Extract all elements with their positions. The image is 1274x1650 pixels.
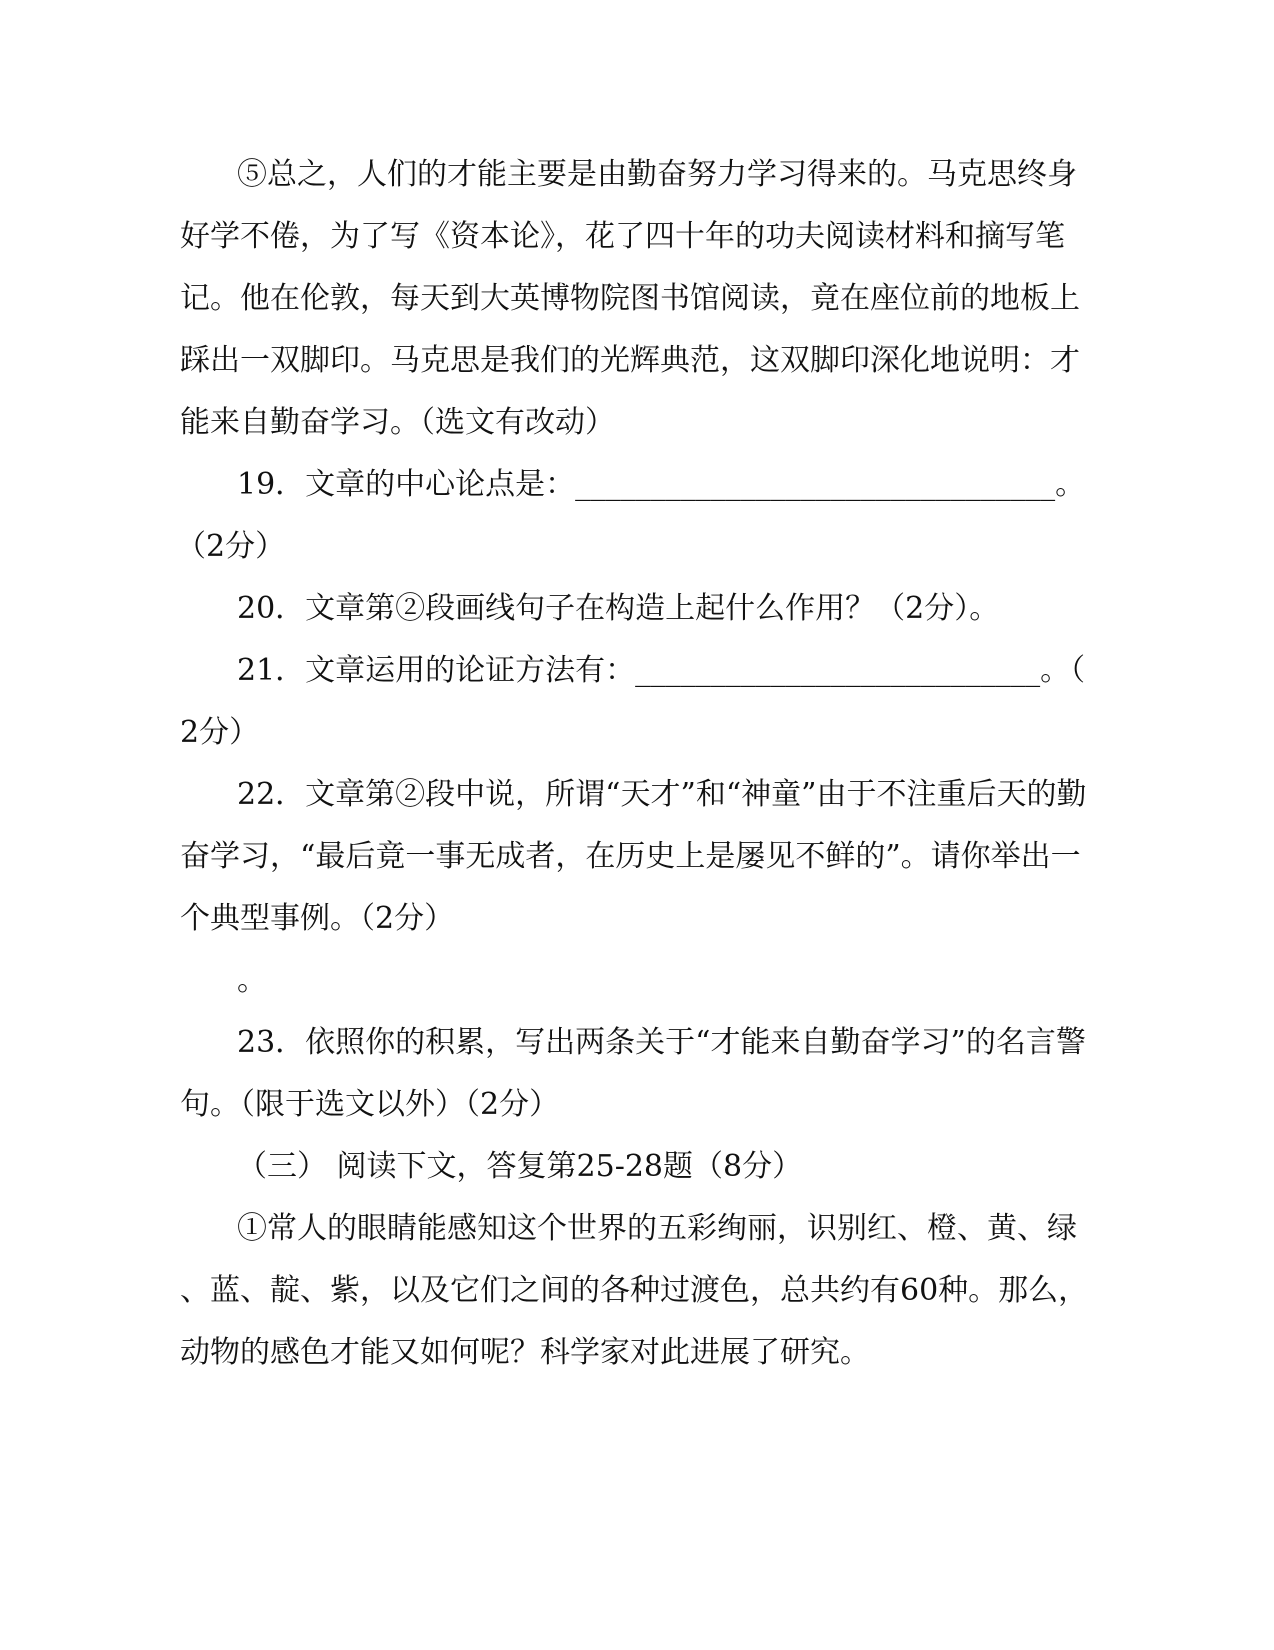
question-20-line-1: 20．文章第②段画线句子在构造上起什么作用？（2分）。 <box>237 591 1000 626</box>
question-22-line-2: 奋学习，“最后竟一事无成者，在历史上是屡见不鲜的”。请你举出一 <box>180 839 1081 874</box>
paragraph-1-line-3: 动物的感色才能又如何呢？科学家对此进展了研究。 <box>180 1335 870 1370</box>
question-22-line-4: 。 <box>237 963 267 998</box>
question-21-line-1: 21．文章运用的论证方法有：___________________________。（ <box>237 653 1086 688</box>
paragraph-5-line-3: 记。他在伦敦，每天到大英博物院图书馆阅读，竟在座位前的地板上 <box>180 281 1080 316</box>
paragraph-1-line-1: ①常人的眼睛能感知这个世界的五彩绚丽，识别红、橙、黄、绿 <box>237 1211 1077 1246</box>
question-23-line-1: 23．依照你的积累，写出两条关于“才能来自勤奋学习”的名言警 <box>237 1025 1086 1060</box>
question-22-line-3: 个典型事例。（2分） <box>180 901 455 936</box>
section-3-heading: （三） 阅读下文，答复第25-28题（8分） <box>237 1149 803 1184</box>
question-21-line-2: 2分） <box>180 715 260 750</box>
question-22-line-1: 22．文章第②段中说，所谓“天才”和“神童”由于不注重后天的勤 <box>237 777 1087 812</box>
paragraph-5-line-2: 好学不倦，为了写《资本论》，花了四十年的功夫阅读材料和摘写笔 <box>180 219 1065 254</box>
question-19-line-1: 19．文章的中心论点是：________________________________。 <box>237 467 1086 502</box>
question-23-line-2: 句。（限于选文以外）（2分） <box>180 1087 560 1122</box>
paragraph-1-line-2: 、蓝、靛、紫，以及它们之间的各种过渡色，总共约有60种。那么， <box>180 1273 1089 1308</box>
paragraph-5-line-1: ⑤总之，人们的才能主要是由勤奋努力学习得来的。马克思终身 <box>237 157 1077 192</box>
question-19-line-2: （2分） <box>176 529 286 564</box>
paragraph-5-line-5: 能来自勤奋学习。（选文有改动） <box>180 405 615 440</box>
paragraph-5-line-4: 踩出一双脚印。马克思是我们的光辉典范，这双脚印深化地说明：才 <box>180 343 1080 378</box>
